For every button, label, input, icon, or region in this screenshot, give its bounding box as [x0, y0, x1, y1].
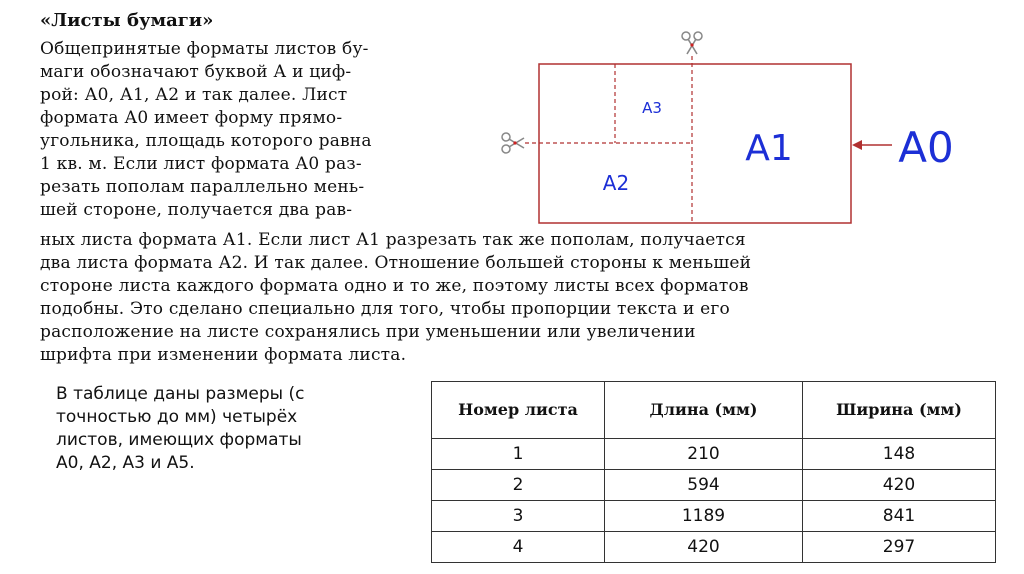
paragraph-line: расположение на листе сохранялись при уменьшении или увеличении [40, 322, 696, 342]
paragraph-line: Общепринятые форматы листов бу- [40, 39, 369, 59]
paragraph-line: маги обозначают буквой А и циф- [40, 62, 352, 82]
section-title: «Листы бумаги» [40, 10, 214, 31]
paragraph-line: 1 кв. м. Если лист формата А0 раз- [40, 154, 362, 174]
cell-number: 3 [432, 501, 605, 532]
scissors-icon [502, 133, 524, 153]
table-intro-line: точностью до мм) четырёх [56, 407, 298, 427]
header-width: Ширина (мм) [803, 382, 996, 439]
table-row [432, 439, 996, 470]
label-a3: А3 [642, 99, 662, 117]
paragraph-line: рой: А0, А1, А2 и так далее. Лист [40, 85, 348, 105]
paragraph-line: ных листа формата А1. Если лист А1 разрезать так же пополам, получается [40, 230, 746, 250]
header-length: Длина (мм) [605, 382, 803, 439]
sheet-sizes-table [431, 381, 996, 563]
label-a0: А0 [898, 123, 954, 172]
cell-width: 148 [803, 439, 996, 470]
cell-width: 297 [803, 532, 996, 563]
cell-width: 841 [803, 501, 996, 532]
arrow-a0-head [852, 140, 862, 150]
paragraph-line: стороне листа каждого формата одно и то же, поэтому листы всех форматов [40, 276, 749, 296]
cell-length: 1189 [605, 501, 803, 532]
table-intro-line: А0, А2, А3 и А5. [56, 453, 195, 473]
table-row [432, 470, 996, 501]
paragraph-line: два листа формата А2. И так далее. Отношение большей стороны к меньшей [40, 253, 752, 273]
label-a1: А1 [745, 128, 793, 169]
cell-width: 420 [803, 470, 996, 501]
paragraph-line: угольника, площадь которого равна [40, 131, 372, 151]
cell-length: 594 [605, 470, 803, 501]
header-sheet-number: Номер листа [432, 382, 605, 439]
cell-number: 4 [432, 532, 605, 563]
table-row [432, 532, 996, 563]
cell-number: 1 [432, 439, 605, 470]
table-header-row [432, 382, 996, 439]
paragraph-line: резать пополам параллельно мень- [40, 177, 365, 197]
table-intro-line: В таблице даны размеры (с [56, 384, 305, 404]
sheet-a0-outline [539, 64, 851, 223]
table-row [432, 501, 996, 532]
paper-formats-diagram [490, 28, 980, 233]
paragraph-line: подобны. Это сделано специально для того, чтобы пропорции текста и его [40, 299, 730, 319]
paragraph-line: формата А0 имеет форму прямо- [40, 108, 343, 128]
cell-length: 210 [605, 439, 803, 470]
cell-number: 2 [432, 470, 605, 501]
cell-length: 420 [605, 532, 803, 563]
label-a2: А2 [602, 171, 630, 195]
paragraph-line: шрифта при изменении формата листа. [40, 345, 407, 365]
paragraph-line: шей стороне, получается два рав- [40, 200, 353, 220]
scissors-icon [682, 32, 702, 54]
table-intro-line: листов, имеющих форматы [56, 430, 302, 450]
